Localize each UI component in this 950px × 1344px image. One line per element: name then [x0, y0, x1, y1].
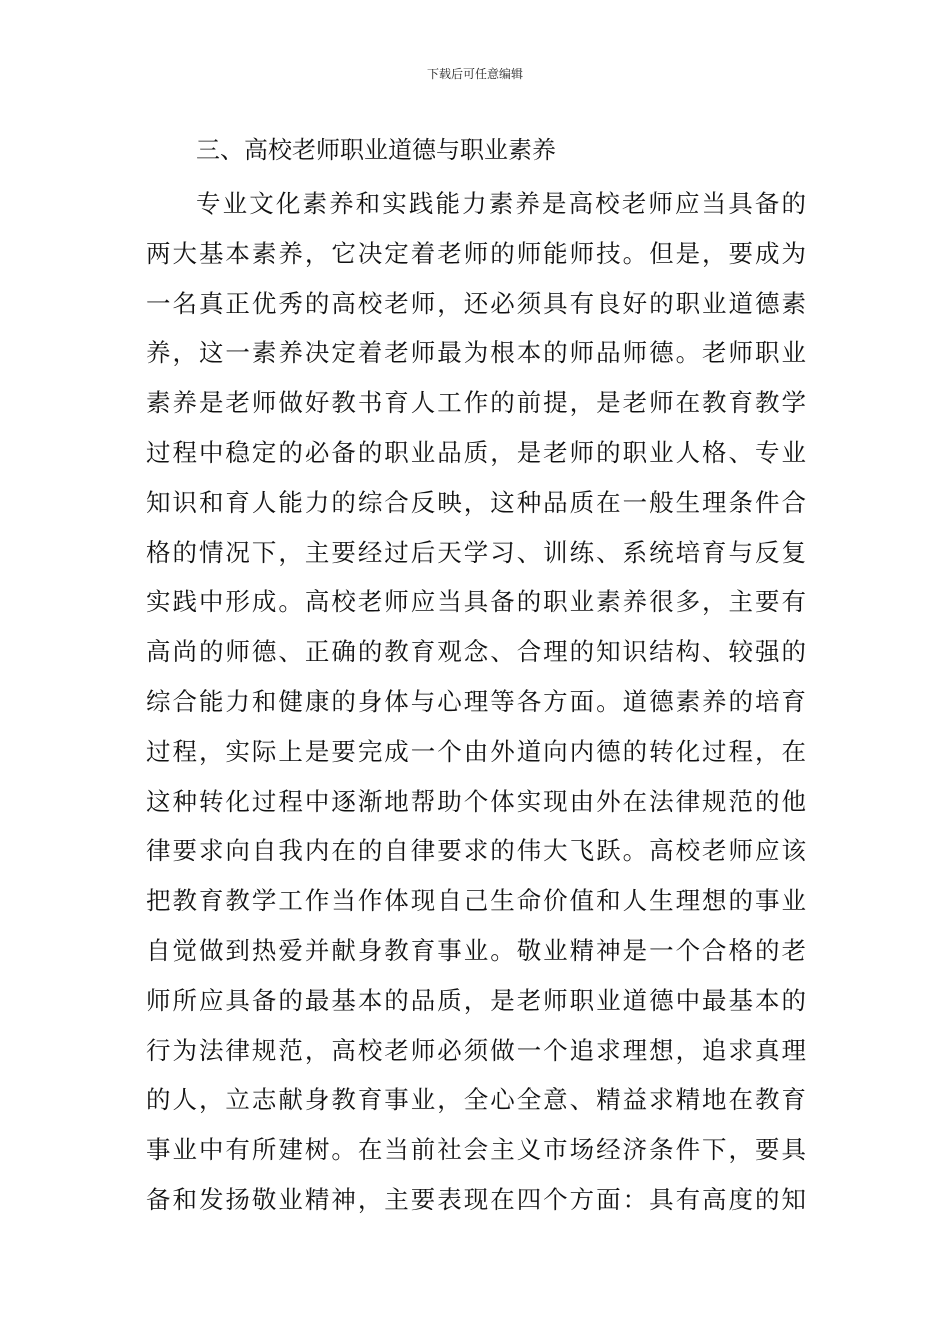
- paragraph-line-11: 综合能力和健康的身体与心理等各方面。道德素养的培育: [146, 686, 806, 716]
- paragraph-line-8: 格的情况下，主要经过后天学习、训练、系统培育与反复: [146, 537, 806, 567]
- paragraph-line-6: 过程中稳定的必备的职业品质，是老师的职业人格、专业: [146, 437, 806, 467]
- paragraph-line-4: 养，这一素养决定着老师最为根本的师品师德。老师职业: [146, 338, 806, 368]
- paragraph-line-9: 实践中形成。高校老师应当具备的职业素养很多，主要有: [146, 587, 806, 617]
- paragraph-line-20: 事业中有所建树。在当前社会主义市场经济条件下，要具: [146, 1135, 806, 1165]
- paragraph-line-2: 两大基本素养，它决定着老师的师能师技。但是，要成为: [146, 238, 806, 268]
- paragraph-line-19: 的人，立志献身教育事业，全心全意、精益求精地在教育: [146, 1085, 806, 1115]
- page-header: 下载后可任意编辑: [426, 67, 523, 81]
- paragraph-line-13: 这种转化过程中逐渐地帮助个体实现由外在法律规范的他: [146, 786, 806, 816]
- section-heading: 三、高校老师职业道德与职业素养: [196, 136, 556, 164]
- paragraph-line-21: 备和发扬敬业精神，主要表现在四个方面：具有高度的知: [146, 1184, 806, 1214]
- paragraph-line-10: 高尚的师德、正确的教育观念、合理的知识结构、较强的: [146, 637, 806, 667]
- paragraph-line-3: 一名真正优秀的高校老师，还必须具有良好的职业道德素: [146, 288, 806, 318]
- paragraph-line-1: 专业文化素养和实践能力素养是高校老师应当具备的: [196, 189, 806, 218]
- body-paragraph: [146, 179, 806, 1225]
- paragraph-line-16: 自觉做到热爱并献身教育事业。敬业精神是一个合格的老: [146, 935, 806, 965]
- paragraph-line-5: 素养是老师做好教书育人工作的前提，是老师在教育教学: [146, 388, 806, 418]
- paragraph-line-7: 知识和育人能力的综合反映，这种品质在一般生理条件合: [146, 487, 806, 517]
- paragraph-line-14: 律要求向自我内在的自律要求的伟大飞跃。高校老师应该: [146, 836, 806, 866]
- paragraph-line-12: 过程，实际上是要完成一个由外道向内德的转化过程，在: [146, 736, 806, 766]
- paragraph-line-15: 把教育教学工作当作体现自己生命价值和人生理想的事业: [146, 886, 806, 916]
- paragraph-line-18: 行为法律规范，高校老师必须做一个追求理想，追求真理: [146, 1035, 806, 1065]
- paragraph-line-17: 师所应具备的最基本的品质，是老师职业道德中最基本的: [146, 985, 806, 1015]
